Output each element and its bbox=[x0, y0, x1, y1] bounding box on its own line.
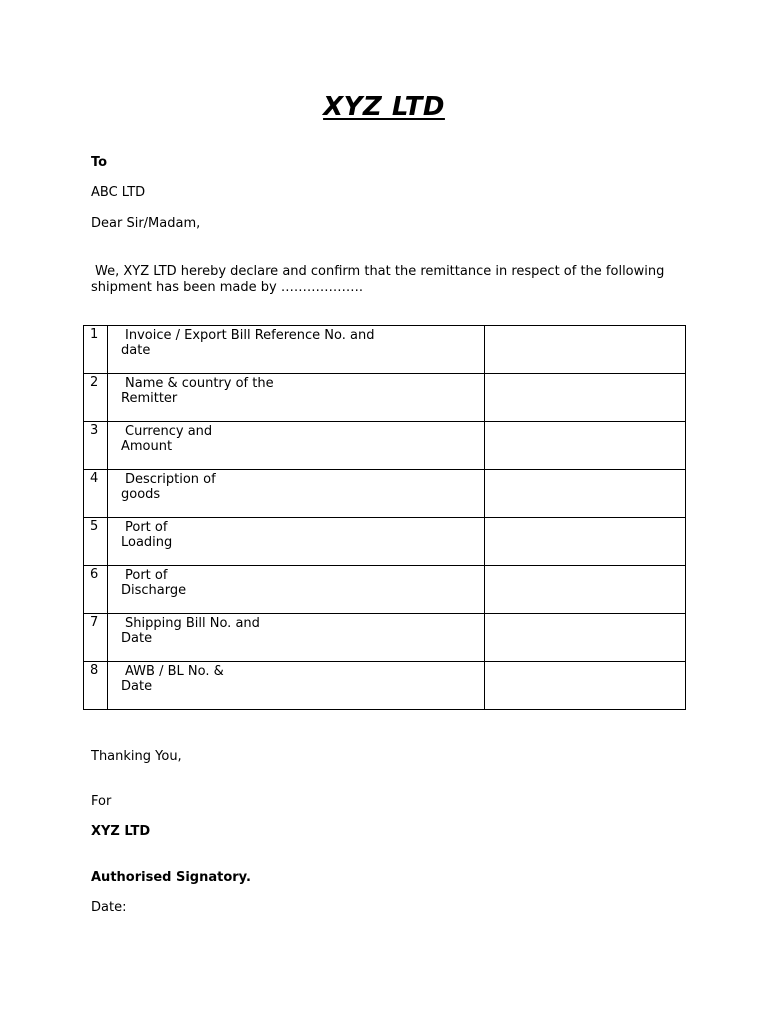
recipient-name: ABC LTD bbox=[91, 185, 146, 200]
row-label bbox=[108, 422, 484, 454]
row-number-cell bbox=[84, 566, 108, 614]
row-label-line-2: Amount bbox=[121, 439, 173, 454]
row-label-cell bbox=[108, 470, 485, 518]
table-row bbox=[84, 566, 686, 614]
row-number: 2 bbox=[90, 375, 99, 390]
row-value-cell[interactable] bbox=[485, 662, 686, 710]
row-label-line-1: Currency and bbox=[125, 424, 213, 439]
row-number-cell bbox=[84, 662, 108, 710]
row-label-cell bbox=[108, 326, 485, 374]
row-label bbox=[108, 566, 484, 598]
closing-line: Thanking You, bbox=[91, 749, 182, 764]
row-label-cell bbox=[108, 422, 485, 470]
shipment-details-table bbox=[83, 325, 686, 710]
row-label-line-1: Invoice / Export Bill Reference No. and bbox=[125, 328, 375, 343]
row-number: 4 bbox=[90, 471, 99, 486]
table-row bbox=[84, 614, 686, 662]
declaration-line-2: shipment has been made by ………………. bbox=[91, 280, 363, 295]
table-row bbox=[84, 662, 686, 710]
row-label-line-2: Date bbox=[121, 679, 153, 694]
declaration-line-1: We, XYZ LTD hereby declare and confirm that the remittance in respect of the following bbox=[95, 264, 665, 279]
row-value-cell[interactable] bbox=[485, 566, 686, 614]
row-number-cell bbox=[84, 470, 108, 518]
table-row bbox=[84, 374, 686, 422]
row-number: 6 bbox=[90, 567, 99, 582]
row-label bbox=[108, 518, 484, 550]
row-number-cell bbox=[84, 374, 108, 422]
row-label-cell bbox=[108, 518, 485, 566]
row-number: 7 bbox=[90, 615, 99, 630]
row-label-line-2: Remitter bbox=[121, 391, 178, 406]
row-label-line-1: Name & country of the bbox=[125, 376, 274, 391]
date-label: Date: bbox=[91, 900, 127, 915]
declaration-paragraph bbox=[91, 264, 691, 296]
to-label: To bbox=[91, 155, 108, 170]
row-number: 1 bbox=[90, 327, 99, 342]
row-label-cell bbox=[108, 566, 485, 614]
row-value-cell[interactable] bbox=[485, 422, 686, 470]
for-label: For bbox=[91, 794, 112, 809]
row-label-line-1: Shipping Bill No. and bbox=[125, 616, 260, 631]
row-number-cell bbox=[84, 422, 108, 470]
row-label-line-1: Port of bbox=[125, 568, 168, 583]
row-label-line-1: Port of bbox=[125, 520, 168, 535]
row-number-cell bbox=[84, 326, 108, 374]
row-value-cell[interactable] bbox=[485, 614, 686, 662]
row-number-cell bbox=[84, 518, 108, 566]
row-label-cell bbox=[108, 374, 485, 422]
row-number: 3 bbox=[90, 423, 99, 438]
row-label-line-2: goods bbox=[121, 487, 161, 502]
row-label bbox=[108, 662, 484, 694]
row-label-line-2: date bbox=[121, 343, 151, 358]
row-label bbox=[108, 326, 484, 358]
table-row bbox=[84, 518, 686, 566]
row-label-line-1: Description of bbox=[125, 472, 216, 487]
table-row bbox=[84, 422, 686, 470]
row-label-line-2: Date bbox=[121, 631, 153, 646]
row-label-cell bbox=[108, 614, 485, 662]
row-label-line-1: AWB / BL No. & bbox=[125, 664, 224, 679]
row-value-cell[interactable] bbox=[485, 374, 686, 422]
row-label-cell bbox=[108, 662, 485, 710]
row-label-line-2: Loading bbox=[121, 535, 173, 550]
row-number: 8 bbox=[90, 663, 99, 678]
salutation: Dear Sir/Madam, bbox=[91, 216, 201, 231]
row-number-cell bbox=[84, 614, 108, 662]
table-row bbox=[84, 326, 686, 374]
row-label bbox=[108, 470, 484, 502]
row-label-line-2: Discharge bbox=[121, 583, 187, 598]
company-name: XYZ LTD bbox=[91, 824, 151, 839]
row-number: 5 bbox=[90, 519, 99, 534]
row-value-cell[interactable] bbox=[485, 470, 686, 518]
document-title: XYZ LTD bbox=[323, 92, 445, 122]
signatory-label: Authorised Signatory. bbox=[91, 870, 251, 885]
row-label bbox=[108, 614, 484, 646]
row-label bbox=[108, 374, 484, 406]
row-value-cell[interactable] bbox=[485, 326, 686, 374]
row-value-cell[interactable] bbox=[485, 518, 686, 566]
table-row bbox=[84, 470, 686, 518]
